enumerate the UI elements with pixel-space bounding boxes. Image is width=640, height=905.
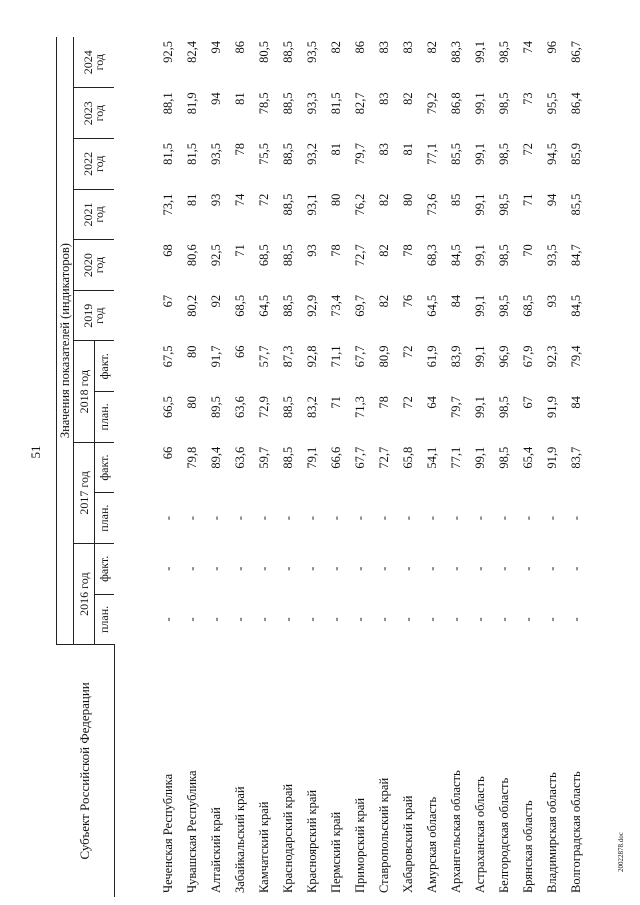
- value-cell-y2019: 68,5: [233, 294, 247, 317]
- value-cell-y2019: 64,5: [425, 294, 439, 317]
- value-cell-p17: -: [209, 516, 223, 521]
- table-row: [229, 37, 253, 897]
- value-cell-f18: 96,9: [497, 345, 511, 368]
- year-suffix: год: [92, 206, 106, 223]
- value-cell-y2021: 82: [377, 193, 391, 207]
- value-cell-y2022: 81: [329, 143, 343, 156]
- table-header: [57, 37, 115, 897]
- subject-name-cell: Забайкальский край: [233, 786, 247, 893]
- value-cell-y2024: 82,4: [185, 41, 199, 63]
- value-cell-y2019: 69,7: [353, 294, 367, 317]
- value-cell-f17: 91,9: [545, 446, 559, 469]
- value-cell-p18: 89,5: [209, 396, 223, 418]
- year-label: 2024: [81, 50, 95, 75]
- value-cell-y2023: 82: [401, 92, 415, 105]
- value-cell-y2020: 84,7: [569, 244, 583, 267]
- value-cell-y2021: 76,2: [353, 193, 367, 216]
- subject-name-cell: Брянская область: [521, 800, 535, 893]
- table-row: [349, 37, 373, 897]
- value-cell-f16: -: [209, 566, 223, 571]
- spacer-cell: [114, 37, 157, 897]
- value-cell-p17: -: [185, 516, 199, 521]
- value-cell-y2022: 85,5: [449, 143, 463, 165]
- value-cell-y2019: 92: [209, 294, 223, 308]
- value-cell-p17: -: [257, 516, 271, 521]
- value-cell-y2022: 98,5: [497, 143, 511, 165]
- value-cell-y2024: 93,5: [305, 41, 319, 63]
- value-cell-y2024: 83: [401, 41, 415, 54]
- value-cell-y2023: 81,5: [329, 92, 343, 115]
- value-cell-f18: 80,9: [377, 345, 391, 368]
- value-cell-f16: -: [233, 566, 247, 571]
- value-cell-p17: -: [305, 516, 319, 521]
- value-cell-f16: -: [473, 566, 487, 571]
- value-cell-y2022: 77,1: [425, 143, 439, 165]
- value-cell-p17: -: [329, 516, 343, 521]
- value-cell-y2024: 88,3: [449, 41, 463, 63]
- subject-name-cell: Астраханская область: [473, 776, 487, 893]
- value-cell-f16: -: [401, 566, 415, 571]
- value-cell-y2024: 99,1: [473, 41, 487, 63]
- value-cell-y2019: 73,4: [329, 294, 343, 317]
- table-row: [397, 37, 421, 897]
- value-cell-p17: -: [233, 516, 247, 521]
- value-cell-y2020: 93,5: [545, 244, 559, 267]
- value-cell-y2023: 88,1: [161, 92, 175, 115]
- value-cell-f18: 66: [233, 345, 247, 358]
- value-cell-p18: 84: [569, 396, 583, 409]
- table-row: [541, 37, 565, 897]
- value-cell-y2021: 74: [233, 193, 247, 207]
- value-cell-p16: -: [425, 617, 439, 622]
- value-cell-y2021: 81: [185, 193, 199, 207]
- value-cell-f16: -: [545, 566, 559, 571]
- plan-2018-header: план.: [95, 392, 115, 443]
- year-2019-header: [74, 290, 115, 341]
- value-cell-y2021: 71: [521, 193, 535, 207]
- year-2021-header: [74, 189, 115, 240]
- value-cell-f17: 89,4: [209, 446, 223, 469]
- value-cell-y2024: 94: [209, 41, 223, 54]
- subject-column-header: Субъект Российской Федерации: [57, 645, 115, 897]
- value-cell-p18: 78: [377, 396, 391, 409]
- value-cell-f16: -: [569, 566, 583, 571]
- value-cell-y2021: 73,1: [161, 193, 175, 216]
- value-cell-p16: -: [305, 617, 319, 622]
- value-cell-y2022: 88,5: [281, 143, 295, 165]
- value-cell-y2021: 73,6: [425, 193, 439, 216]
- table-row: [565, 37, 589, 897]
- value-cell-f16: -: [377, 566, 391, 571]
- value-cell-y2024: 88,5: [281, 41, 295, 63]
- value-cell-f17: 65,4: [521, 446, 535, 469]
- value-cell-y2019: 76: [401, 294, 415, 308]
- value-cell-y2019: 88,5: [281, 294, 295, 317]
- subject-name-cell: Чеченская Республика: [161, 773, 175, 893]
- subject-name-cell: Камчатский край: [257, 801, 271, 893]
- value-cell-y2021: 93: [209, 193, 223, 207]
- value-cell-f17: 99,1: [473, 446, 487, 469]
- value-cell-p17: -: [569, 516, 583, 521]
- value-cell-y2020: 80,6: [185, 244, 199, 267]
- value-cell-y2022: 81: [401, 143, 415, 156]
- fact-2016-header: факт.: [95, 544, 115, 595]
- value-cell-y2023: 78,5: [257, 92, 271, 115]
- value-cell-p17: -: [377, 516, 391, 521]
- year-2023-header: [74, 88, 115, 139]
- value-cell-y2023: 79,2: [425, 92, 439, 115]
- value-cell-p18: 91,9: [545, 396, 559, 418]
- value-cell-f18: 83,9: [449, 345, 463, 368]
- value-cell-f18: 67,5: [161, 345, 175, 368]
- value-cell-y2023: 73: [521, 92, 535, 105]
- value-cell-p16: -: [545, 617, 559, 622]
- value-cell-y2020: 93: [305, 244, 319, 257]
- value-cell-p16: -: [449, 617, 463, 622]
- value-cell-f17: 79,8: [185, 446, 199, 469]
- value-cell-y2021: 72: [257, 193, 271, 207]
- value-cell-p16: -: [401, 617, 415, 622]
- subject-name-cell: Красноярский край: [305, 789, 319, 893]
- value-cell-p16: -: [161, 617, 175, 622]
- subject-name-cell: Пермский край: [329, 811, 343, 893]
- subject-name-cell: Приморский край: [353, 797, 367, 893]
- value-cell-y2024: 82: [425, 41, 439, 54]
- value-cell-f18: 57,7: [257, 345, 271, 368]
- subject-name-cell: Владимирская область: [545, 772, 559, 893]
- value-cell-y2021: 80: [329, 193, 343, 207]
- value-cell-p18: 66,5: [161, 396, 175, 418]
- value-cell-f16: -: [161, 566, 175, 571]
- value-cell-p16: -: [209, 617, 223, 622]
- value-cell-y2023: 86,8: [449, 92, 463, 115]
- value-cell-y2019: 99,1: [473, 294, 487, 317]
- value-cell-f18: 92,3: [545, 345, 559, 368]
- value-cell-y2022: 83: [377, 143, 391, 156]
- value-cell-p18: 83,2: [305, 396, 319, 418]
- value-cell-y2024: 74: [521, 41, 535, 54]
- fact-2017-header: факт.: [95, 442, 115, 493]
- value-cell-y2022: 85,9: [569, 143, 583, 165]
- value-cell-p17: -: [281, 516, 295, 521]
- table-row: [517, 37, 541, 897]
- table-row: [301, 37, 325, 897]
- table-row: [253, 37, 277, 897]
- subject-name-cell: Волгоградская область: [569, 771, 583, 893]
- value-cell-y2020: 84,5: [449, 244, 463, 267]
- value-cell-y2024: 80,5: [257, 41, 271, 63]
- value-cell-y2022: 81,5: [161, 143, 175, 165]
- value-cell-f16: -: [305, 566, 319, 571]
- value-cell-f17: 88,5: [281, 446, 295, 469]
- value-cell-y2024: 96: [545, 41, 559, 54]
- value-cell-f17: 67,7: [353, 446, 367, 469]
- value-cell-y2021: 88,5: [281, 193, 295, 216]
- value-cell-y2019: 84: [449, 294, 463, 308]
- value-cell-y2020: 70: [521, 244, 535, 257]
- value-cell-f17: 63,6: [233, 446, 247, 469]
- value-cell-y2019: 68,5: [521, 294, 535, 317]
- value-cell-f17: 66: [161, 446, 175, 460]
- value-cell-p17: -: [545, 516, 559, 521]
- value-cell-y2022: 93,2: [305, 143, 319, 165]
- year-2022-header: [74, 139, 115, 190]
- value-cell-f17: 65,8: [401, 446, 415, 469]
- value-cell-y2021: 98,5: [497, 193, 511, 216]
- value-cell-y2023: 81,9: [185, 92, 199, 115]
- value-cell-p17: -: [353, 516, 367, 521]
- value-cell-y2020: 72,7: [353, 244, 367, 267]
- value-cell-f16: -: [425, 566, 439, 571]
- value-cell-p16: -: [353, 617, 367, 622]
- value-cell-f16: -: [353, 566, 367, 571]
- value-cell-p18: 72,9: [257, 396, 271, 418]
- value-cell-y2019: 67: [161, 294, 175, 308]
- value-cell-f18: 79,4: [569, 345, 583, 368]
- value-cell-y2019: 80,2: [185, 294, 199, 317]
- value-cell-p16: -: [281, 617, 295, 622]
- table-row: [421, 37, 445, 897]
- value-cell-y2019: 98,5: [497, 294, 511, 317]
- rotated-table-container: [56, 37, 583, 897]
- value-cell-y2022: 79,7: [353, 143, 367, 165]
- value-cell-f17: 59,7: [257, 446, 271, 469]
- value-cell-y2019: 64,5: [257, 294, 271, 317]
- value-cell-y2023: 82,7: [353, 92, 367, 115]
- year-suffix: год: [92, 105, 106, 122]
- year-label: 2021: [81, 202, 95, 227]
- value-cell-f16: -: [329, 566, 343, 571]
- value-cell-y2022: 94,5: [545, 143, 559, 165]
- value-cell-y2020: 78: [401, 244, 415, 257]
- value-cell-p17: -: [473, 516, 487, 521]
- value-cell-p18: 99,1: [473, 396, 487, 418]
- value-cell-y2020: 82: [377, 244, 391, 257]
- year-suffix: год: [92, 307, 106, 324]
- value-cell-y2023: 99,1: [473, 92, 487, 115]
- table-row: [469, 37, 493, 897]
- document-id: 20022878.doc: [617, 832, 625, 872]
- value-cell-f17: 83,7: [569, 446, 583, 469]
- subject-name-cell: Чувашская Республика: [185, 770, 199, 893]
- year-2018-header: 2018 год: [74, 341, 95, 442]
- value-cell-f18: 67,7: [353, 345, 367, 368]
- value-cell-f16: -: [281, 566, 295, 571]
- year-suffix: год: [92, 256, 106, 274]
- value-cell-y2023: 88,5: [281, 92, 295, 115]
- value-cell-y2023: 95,5: [545, 92, 559, 115]
- value-cell-f18: 72: [401, 345, 415, 358]
- value-cell-p18: 71: [329, 396, 343, 409]
- value-cell-y2020: 71: [233, 244, 247, 257]
- plan-2016-header: план.: [95, 594, 115, 645]
- value-cell-p16: -: [497, 617, 511, 622]
- value-cell-p17: -: [497, 516, 511, 521]
- value-cell-p18: 67: [521, 396, 535, 409]
- value-cell-p18: 79,7: [449, 396, 463, 418]
- value-cell-y2023: 93,3: [305, 92, 319, 115]
- value-cell-y2022: 78: [233, 143, 247, 156]
- table-row: [277, 37, 301, 897]
- table-row: [493, 37, 517, 897]
- value-cell-y2019: 92,9: [305, 294, 319, 317]
- value-cell-y2024: 86,7: [569, 41, 583, 63]
- value-cell-f17: 79,1: [305, 446, 319, 469]
- year-2020-header: [74, 240, 115, 291]
- value-cell-f17: 66,6: [329, 446, 343, 469]
- value-cell-y2024: 92,5: [161, 41, 175, 63]
- table-row: [373, 37, 397, 897]
- value-cell-y2020: 68,3: [425, 244, 439, 267]
- value-cell-y2019: 82: [377, 294, 391, 308]
- table-body: [114, 37, 589, 897]
- value-cell-y2020: 68: [161, 244, 175, 257]
- value-cell-f16: -: [257, 566, 271, 571]
- year-label: 2020: [81, 253, 95, 278]
- subject-name-cell: Ставропольский край: [377, 777, 391, 893]
- value-cell-p16: -: [521, 617, 535, 622]
- value-cell-p16: -: [185, 617, 199, 622]
- value-cell-y2024: 86: [233, 41, 247, 54]
- value-cell-p17: -: [401, 516, 415, 521]
- value-cell-y2020: 99,1: [473, 244, 487, 267]
- value-cell-y2021: 85: [449, 193, 463, 207]
- value-cell-y2022: 99,1: [473, 143, 487, 165]
- value-cell-f18: 87,3: [281, 345, 295, 368]
- subject-name-cell: Белгородская область: [497, 777, 511, 893]
- plan-2017-header: план.: [95, 493, 115, 544]
- subject-name-cell: Краснодарский край: [281, 783, 295, 893]
- value-cell-f17: 77,1: [449, 446, 463, 469]
- value-cell-y2023: 98,5: [497, 92, 511, 115]
- year-label: 2023: [81, 101, 95, 126]
- subject-name-cell: Алтайский край: [209, 807, 223, 893]
- page-number: 51: [28, 445, 43, 459]
- year-label: 2022: [81, 151, 95, 176]
- value-cell-p17: -: [521, 516, 535, 521]
- value-cell-y2023: 83: [377, 92, 391, 105]
- value-cell-y2019: 93: [545, 294, 559, 308]
- value-cell-p17: -: [161, 516, 175, 521]
- value-cell-p16: -: [473, 617, 487, 622]
- value-cell-p17: -: [449, 516, 463, 521]
- value-cell-p16: -: [377, 617, 391, 622]
- subject-name-cell: Амурская область: [425, 796, 439, 893]
- value-cell-p16: -: [569, 617, 583, 622]
- value-cell-y2024: 98,5: [497, 41, 511, 63]
- value-cell-y2020: 78: [329, 244, 343, 257]
- value-cell-y2020: 88,5: [281, 244, 295, 267]
- value-cell-p18: 72: [401, 396, 415, 409]
- year-2017-header: 2017 год: [74, 442, 95, 543]
- value-cell-y2019: 84,5: [569, 294, 583, 317]
- year-suffix: год: [92, 54, 106, 71]
- year-2024-header: [74, 37, 115, 88]
- value-cell-f18: 71,1: [329, 345, 343, 368]
- value-cell-y2022: 72: [521, 143, 535, 156]
- indicators-table: [56, 37, 589, 897]
- table-row: [325, 37, 349, 897]
- value-cell-y2020: 92,5: [209, 244, 223, 267]
- value-cell-p18: 98,5: [497, 396, 511, 418]
- value-cell-y2021: 85,5: [569, 193, 583, 216]
- value-cell-p16: -: [257, 617, 271, 622]
- year-2016-header: 2016 год: [74, 544, 95, 645]
- value-cell-y2021: 99,1: [473, 193, 487, 216]
- value-cell-f16: -: [521, 566, 535, 571]
- year-label: 2019: [81, 303, 95, 328]
- value-cell-y2024: 83: [377, 41, 391, 54]
- value-cell-f18: 67,9: [521, 345, 535, 368]
- value-cell-y2021: 80: [401, 193, 415, 207]
- value-cell-y2023: 94: [209, 92, 223, 105]
- value-cell-p16: -: [329, 617, 343, 622]
- indicators-header: Значения показателей (индикаторов): [57, 37, 74, 645]
- value-cell-p16: -: [233, 617, 247, 622]
- value-cell-y2022: 93,5: [209, 143, 223, 165]
- value-cell-f17: 54,1: [425, 446, 439, 469]
- value-cell-f18: 92,8: [305, 345, 319, 368]
- value-cell-f17: 98,5: [497, 446, 511, 469]
- table-row: [157, 37, 181, 897]
- value-cell-f18: 99,1: [473, 345, 487, 368]
- subject-name-cell: Архангельская область: [449, 770, 463, 893]
- value-cell-y2024: 82: [329, 41, 343, 54]
- value-cell-f18: 91,7: [209, 345, 223, 368]
- value-cell-y2022: 75,5: [257, 143, 271, 165]
- value-cell-y2023: 81: [233, 92, 247, 105]
- table-row: [445, 37, 469, 897]
- value-cell-y2021: 93,1: [305, 193, 319, 216]
- value-cell-y2021: 94: [545, 193, 559, 207]
- subject-name-cell: Хабаровский край: [401, 795, 415, 893]
- value-cell-p18: 88,5: [281, 396, 295, 418]
- spacer-row: [114, 37, 157, 897]
- value-cell-f16: -: [497, 566, 511, 571]
- value-cell-f18: 80: [185, 345, 199, 358]
- table-row: [205, 37, 229, 897]
- value-cell-p18: 63,6: [233, 396, 247, 418]
- value-cell-f16: -: [185, 566, 199, 571]
- value-cell-f18: 61,9: [425, 345, 439, 368]
- value-cell-f17: 72,7: [377, 446, 391, 469]
- value-cell-f16: -: [449, 566, 463, 571]
- fact-2018-header: факт.: [95, 341, 115, 392]
- value-cell-y2020: 98,5: [497, 244, 511, 267]
- value-cell-y2024: 86: [353, 41, 367, 54]
- value-cell-p18: 71,3: [353, 396, 367, 418]
- table-row: [181, 37, 205, 897]
- value-cell-p18: 80: [185, 396, 199, 409]
- value-cell-y2023: 86,4: [569, 92, 583, 115]
- value-cell-p18: 64: [425, 396, 439, 409]
- year-suffix: год: [92, 155, 106, 173]
- value-cell-y2020: 68,5: [257, 244, 271, 267]
- value-cell-p17: -: [425, 516, 439, 521]
- value-cell-y2022: 81,5: [185, 143, 199, 165]
